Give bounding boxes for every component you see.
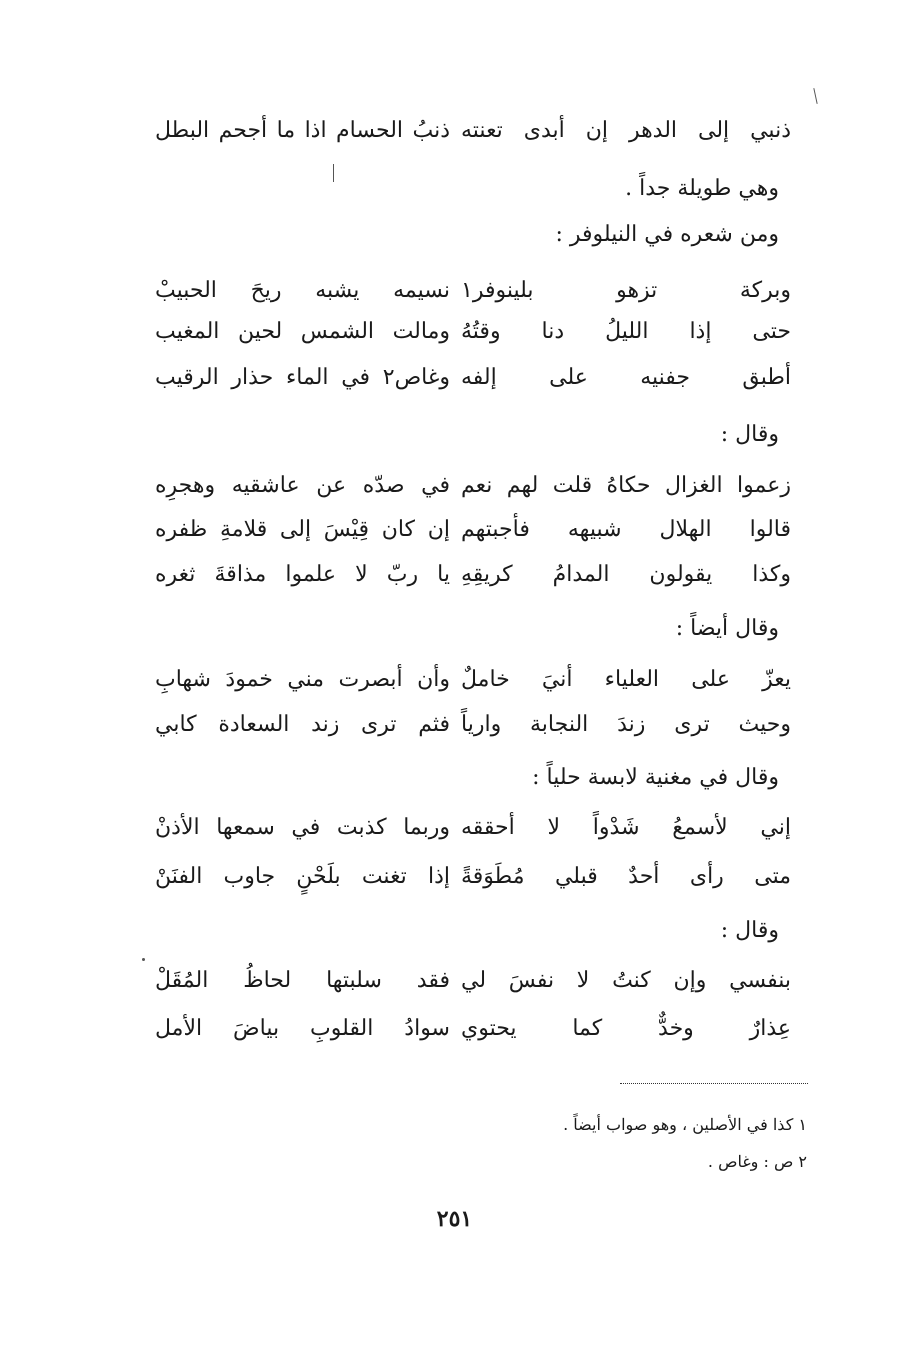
footnote: ١ كذا في الأصلين ، وهو صواب أيضاً . [563,1115,807,1134]
prose-line: وقال أيضاً : [675,616,779,641]
verse-right: وبركة تزهو بلينوفر١ [461,278,791,303]
page-number: ٢٥١ [436,1206,473,1232]
verse-right: بنفسي وإن كنتُ لا نفسَ لي [461,968,791,993]
prose-line: وقال : [720,422,779,447]
verse-left: سوادُ القلوبِ بياضَ الأمل [155,1016,450,1041]
margin-mark [333,164,334,182]
prose-line: وقال في مغنية لابسة حلياً : [532,765,779,790]
verse-left: ومالت الشمس لحين المغيب [155,319,450,344]
footnote-rule [620,1083,808,1084]
verse-right: متى رأى أحدٌ قبلي مُطَوَقةً [461,864,791,889]
prose-line: وهي طويلة جداً . [625,176,779,201]
verse-right: وكذا يقولون المدامُ كريقِهِ [461,562,791,587]
verse-left: وأن أبصرت مني خمودَ شهابِ [155,667,450,692]
verse-left: إن كان قِيْسَ إلى قلامةِ ظفره [155,517,450,542]
verse-left: وغاص٢ في الماء حذار الرقيب [155,365,450,390]
verse-left: فثم ترى زند السعادة كابي [155,712,450,737]
verse-left: في صدّه عن عاشقيه وهجرِه [155,473,450,498]
verse-right: زعموا الغزال حكاهُ قلت لهم نعم [461,473,791,498]
verse-right: ذنبي إلى الدهر إن أبدى تعنته [461,118,791,143]
verse-left: ذنبُ الحسام اذا ما أجحم البطل [155,118,450,143]
verse-right: قالوا الهلال شبيهه فأجبتهم [461,517,791,542]
verse-left: نسيمه يشبه ريحَ الحبيبْ [155,278,450,303]
verse-left: فقد سلبتها لحاظُ المُقَلْ [155,968,450,993]
prose-line: ومن شعره في النيلوفر : [555,222,779,247]
verse-left: إذا تغنت بلَحْنٍ جاوب الفنَنْ [155,864,450,889]
prose-line: وقال : [720,918,779,943]
verse-left: يا ربّ لا علموا مذاقةَ ثغره [155,562,450,587]
verse-right: أطبق جفنيه على إلفه [461,365,791,390]
verse-left: وربما كذبت في سمعها الأذنْ [155,815,450,840]
margin-mark [142,958,145,961]
footnote: ٢ ص : وغاص . [707,1152,807,1171]
verse-right: يعزّ على العلياء أنيَ خاملٌ [461,667,791,692]
margin-mark [813,88,817,104]
verse-right: عِذارٌ وخدٌّ كما يحتوي [461,1016,791,1041]
verse-right: وحيث ترى زندَ النجابة وارياً [461,712,791,737]
verse-right: إني لأسمعُ شَدْواً لا أحققه [461,815,791,840]
verse-right: حتى إذا الليلُ دنا وقتُهُ [461,319,791,344]
